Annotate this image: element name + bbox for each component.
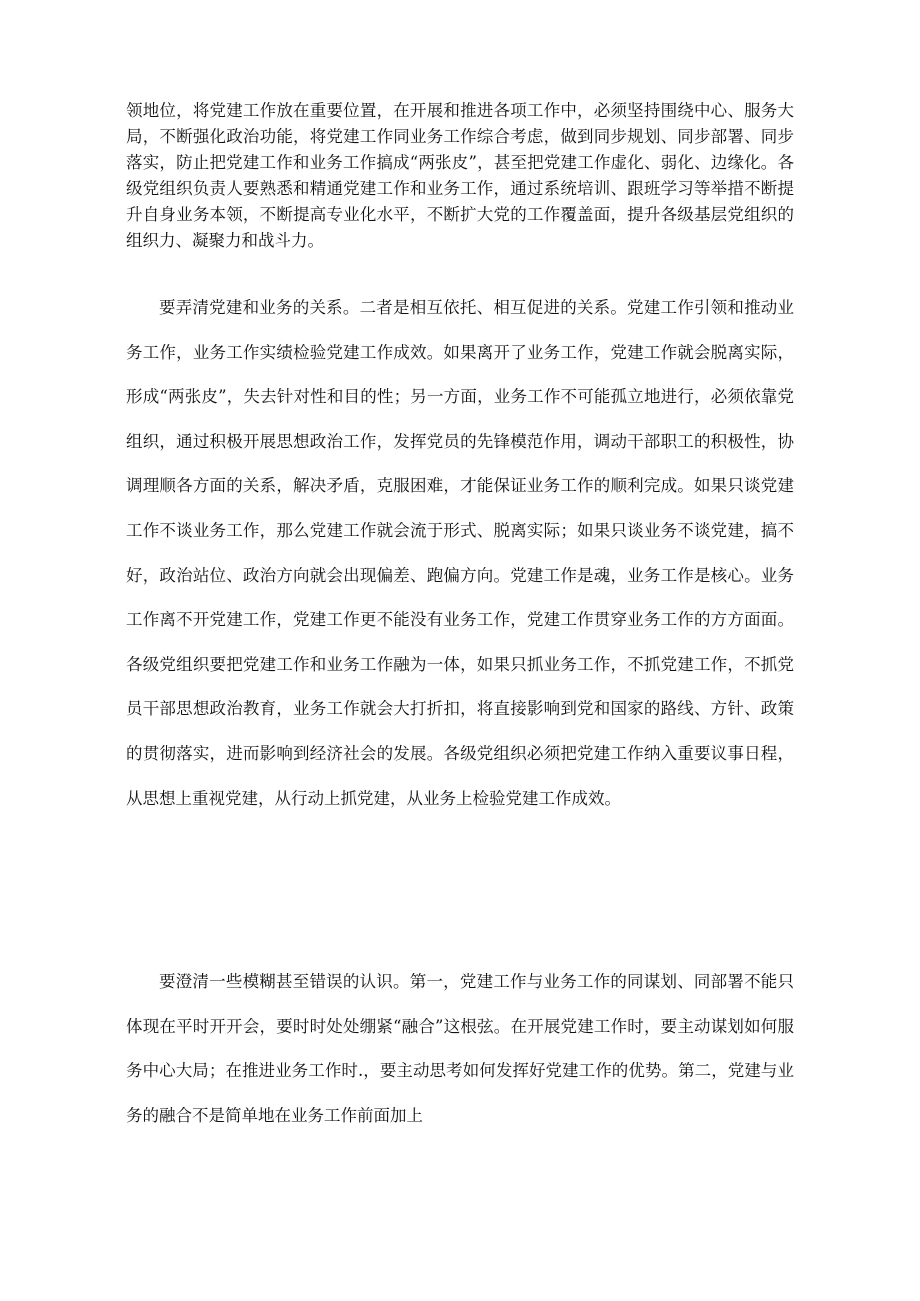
paragraph-2: 要弄清党建和业务的关系。二者是相互依托、相互促进的关系。党建工作引领和推动业务工作，业务工作实绩检验党建工作成效。如果离开了业务工作，党建工作就会脱离实际，形成“两张皮”，失去针对性和目的性；另一方面，业务工作不可能孤立地进行，必须依靠党组织，通过积极开展思想政治工作，发挥党员的先锋模范作用，调动干部职工的积极性，协调理顺各方面的关系，解决矛盾，克服困难，才能保证业务工作的顺利完成。如果只谈党建工作不谈业务工作，那么党建工作就会流于形式、脱离实际；如果只谈业务不谈党建，搞不好，政治站位、政治方向就会出现偏差、跑偏方向。党建工作是魂，业务工作是核心。业务工作离不开党建工作，党建工作更不能没有业务工作，党建工作贯穿业务工作的方方面面。各级党组织要把党建工作和业务工作融为一体，如果只抓业务工作，不抓党建工作，不抓党员干部思想政治教育，业务工作就会大打折扣，将直接影响到党和国家的路线、方针、政策的贯彻落实，进而影响到经济社会的发展。各级党组织必须把党建工作纳入重要议事日程，从思想上重视党建，从行动上抓党建，从业务上检验党建工作成效。 [126, 298, 794, 808]
paragraph-3: 要澄清一些模糊甚至错误的认识。第一，党建工作与业务工作的同谋划、同部署不能只体现在平时开开会，要时时处处绷紧“融合”这根弦。在开展党建工作时，要主动谋划如何服务中心大局；在推进业务工作时.，要主动思考如何发挥好党建工作的优势。第二，党建与业务的融合不是简单地在业务工作前面加上 [126, 972, 794, 1125]
paragraph-1: 领地位，将党建工作放在重要位置，在开展和推进各项工作中，必须坚持围绕中心、服务大局，不断强化政治功能，将党建工作同业务工作综合考虑，做到同步规划、同步部署、同步落实，防止把党建工作和业务工作搞成“两张皮”，甚至把党建工作虚化、弱化、边缘化。各级党组织负责人要熟悉和精通党建工作和业务工作，通过系统培训、跟班学习等举措不断提升自身业务本领，不断提高专业化水平，不断扩大党的工作覆盖面，提升各级基层党组织的组织力、凝聚力和战斗力。 [126, 101, 794, 250]
